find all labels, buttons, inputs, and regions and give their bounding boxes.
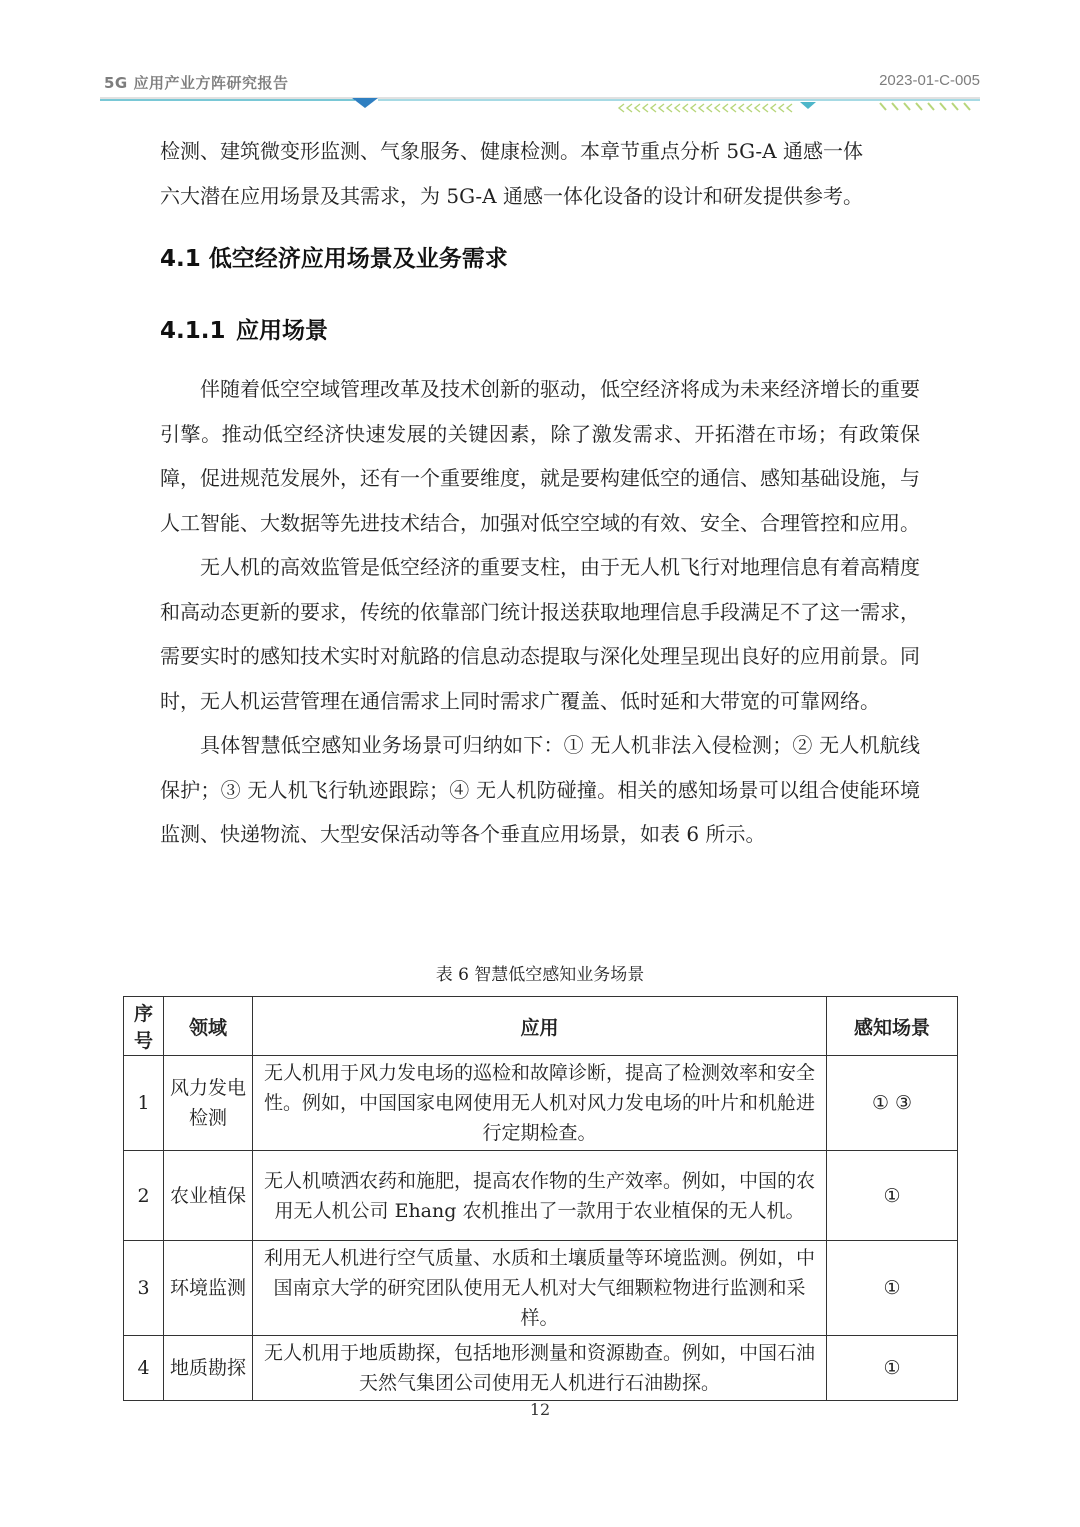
cell-app: 无人机用于风力发电场的巡检和故障诊断，提高了检测效率和安全性。例如，中国国家电网使用无人机对风力发电场的叶片和机舱进行定期检查。: [253, 1056, 827, 1151]
section-heading: 4.1 低空经济应用场景及业务需求: [160, 246, 508, 272]
page-number: 12: [529, 1400, 551, 1419]
header-decoration: [100, 94, 980, 118]
running-header-title: 5G 应用产业方阵研究报告: [104, 74, 289, 92]
header-small-triangle-icon: [800, 102, 816, 109]
cell-app: 利用无人机进行空气质量、水质和土壤质量等环境监测。例如，中国南京大学的研究团队使用无人机对大气细颗粒物进行监测和采样。: [253, 1241, 827, 1336]
cell-field: 环境监测: [164, 1241, 253, 1336]
chevron-left-icon-group: [619, 104, 792, 112]
cell-app: 无人机喷洒农药和施肥，提高农作物的生产效率。例如，中国的农用无人机公司 Ehang 农机推出了一款用于农业植保的无人机。: [253, 1151, 827, 1241]
header-sense: 感知场景: [827, 997, 958, 1056]
intro-line-1: 检测、建筑微变形监测、气象服务、健康检测。本章节重点分析 5G-A 通感一体: [160, 139, 863, 163]
cell-sense: ①: [827, 1241, 958, 1336]
cell-no: 3: [124, 1241, 164, 1336]
paragraph-3: 具体智慧低空感知业务场景可归纳如下：① 无人机非法入侵检测；② 无人机航线保护；③ 无人机飞行轨迹跟踪；④ 无人机防碰撞。相关的感知场景可以组合使能环境监测、快递物流、大型安保活动等各个垂直应用场景，如表 6 所示。: [160, 733, 920, 846]
cell-sense: ①: [827, 1151, 958, 1241]
table-row: [124, 1056, 958, 1151]
table-row: [124, 1241, 958, 1336]
cell-no: 1: [124, 1056, 164, 1151]
cell-field: 地质勘探: [164, 1336, 253, 1401]
table-row: [124, 1336, 958, 1401]
cell-sense: ① ③: [827, 1056, 958, 1151]
header-field: 领域: [164, 997, 253, 1056]
cell-sense: ①: [827, 1336, 958, 1401]
cell-no: 4: [124, 1336, 164, 1401]
running-header-code: 2023-01-C-005: [879, 72, 980, 89]
scenario-table: [123, 996, 958, 1401]
body-paragraphs: [160, 367, 920, 857]
cell-field: 风力发电检测: [164, 1056, 253, 1151]
slash-deco-group: [880, 103, 970, 110]
intro-text: [160, 129, 920, 218]
header-triangle-icon: [352, 98, 378, 108]
table-row: [124, 1151, 958, 1241]
table-header-row: [124, 997, 958, 1056]
table-caption: 表 6 智慧低空感知业务场景: [435, 965, 645, 985]
header-app: 应用: [253, 997, 827, 1056]
cell-no: 2: [124, 1151, 164, 1241]
header-no: 序号: [124, 997, 164, 1056]
intro-line-2: 六大潜在应用场景及其需求，为 5G-A 通感一体化设备的设计和研发提供参考。: [160, 183, 863, 208]
paragraph-1: 伴随着低空空域管理改革及技术创新的驱动，低空经济将成为未来经济增长的重要引擎。推动低空经济快速发展的关键因素，除了激发需求、开拓潜在市场；有政策保障，促进规范发展外，还有一个重要维度，就是要构建低空的通信、感知基础设施，与人工智能、大数据等先进技术结合，加强对低空空域的有效、安全、合理管控和应用。: [160, 377, 920, 535]
cell-app: 无人机用于地质勘探，包括地形测量和资源勘查。例如，中国石油天然气集团公司使用无人机进行石油勘探。: [253, 1336, 827, 1401]
cell-field: 农业植保: [164, 1151, 253, 1241]
subsection-heading: [160, 312, 328, 345]
paragraph-2: 无人机的高效监管是低空经济的重要支柱，由于无人机飞行对地理信息有着高精度和高动态更新的要求，传统的依靠部门统计报送获取地理信息手段满足不了这一需求，需要实时的感知技术实时对航路的信息动态提取与深化处理呈现出良好的应用前景。同时，无人机运营管理在通信需求上同时需求广覆盖、低时延和大带宽的可靠网络。: [160, 555, 920, 713]
subsection-title: 应用场景: [236, 318, 328, 344]
subsection-number: 4.1.1: [160, 318, 226, 344]
